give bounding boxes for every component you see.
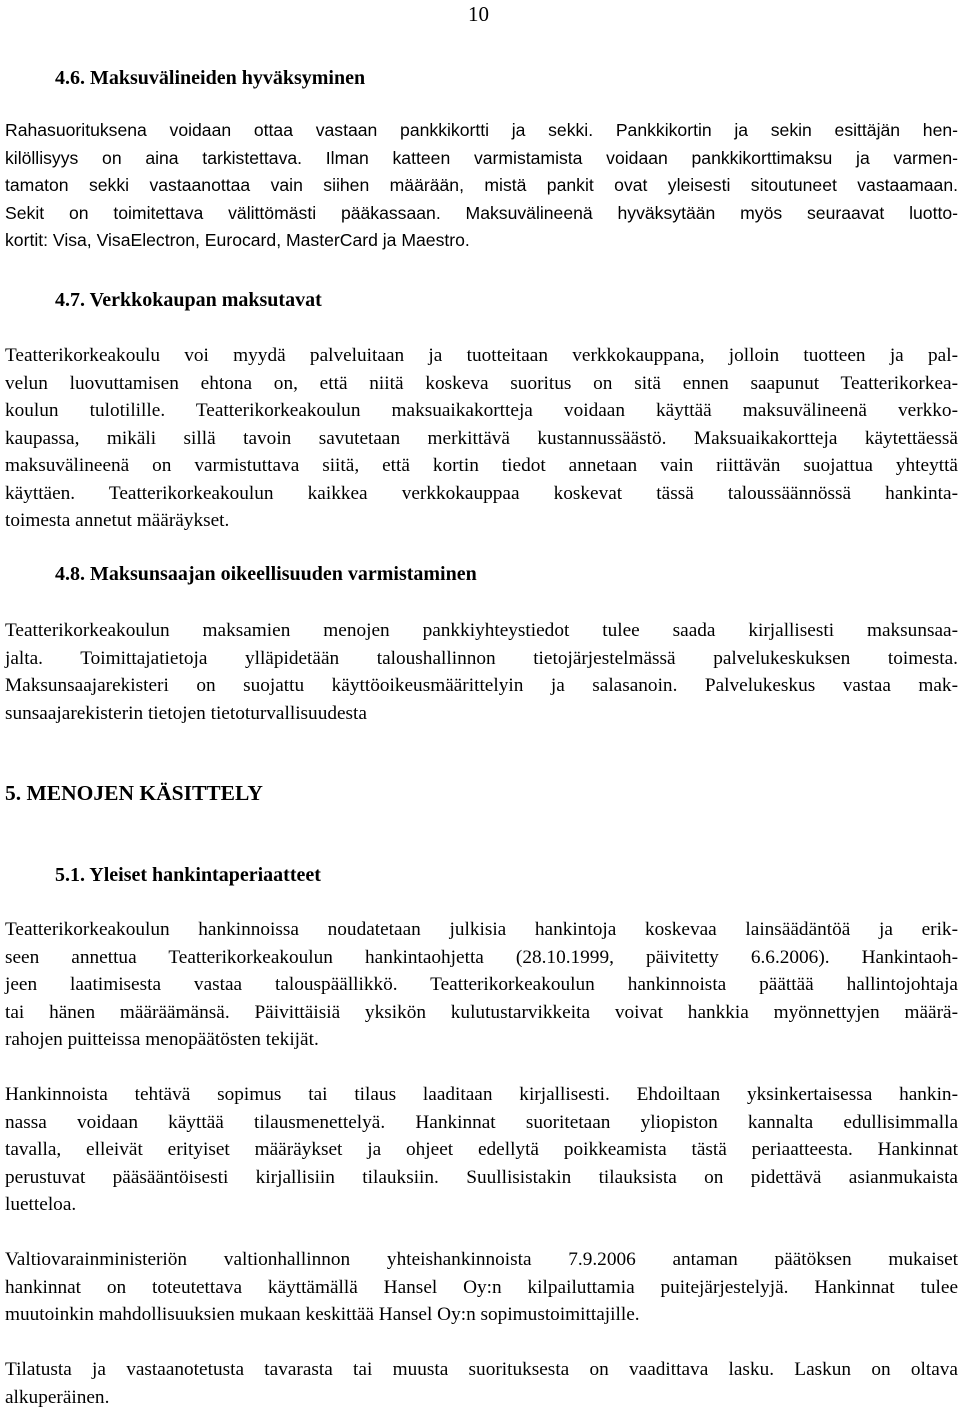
page-number: 10 (468, 2, 489, 27)
text-line: kortit: Visa, VisaElectron, Eurocard, MasterCard ja Maestro. (5, 227, 958, 255)
section-heading-4-7: 4.7. Verkkokaupan maksutavat (55, 289, 322, 312)
text-line: perustuvat pääsääntöisesti kirjallisiin tilauksiin. Suullisistakin tilauksista on pidettävä asianmukaista (5, 1164, 958, 1192)
text-line: rahojen puitteissa menopäätösten tekijät. (5, 1026, 958, 1054)
text-line: Teatterikorkeakoulu voi myydä palveluitaan ja tuotteitaan verkkokauppana, jolloin tuotteen ja pal- (5, 342, 958, 370)
text-line: alkuperäinen. (5, 1384, 958, 1411)
text-line: Valtiovarainministeriön valtionhallinnon yhteishankinnoista 7.9.2006 antaman päätöksen mukaiset (5, 1246, 958, 1274)
text-line: toimesta annetut määräykset. (5, 507, 958, 535)
paragraph-5-1-3 (5, 1246, 958, 1329)
text-line: tai hänen määräämänsä. Päivittäisiä yksikön kulutustarvikkeita voivat hankkia myönnettyjen määrä- (5, 999, 958, 1027)
paragraph-4-7 (5, 342, 958, 535)
text-line: maksuvälineenä on varmistuttava siitä, että kortin tiedot annetaan vain riittävän suojattua yhteyttä (5, 452, 958, 480)
text-line: velun luovuttamisen ehtona on, että niitä koskeva suoritus on sitä ennen saapunut Teatterikorkea- (5, 370, 958, 398)
text-line: Rahasuorituksena voidaan ottaa vastaan pankkikortti ja sekki. Pankkikortin ja sekin esittäjän hen- (5, 117, 958, 145)
text-line: seen annettua Teatterikorkeakoulun hankintaohjetta (28.10.1999, päivitetty 6.6.2006). Hankintaoh- (5, 944, 958, 972)
text-line: muutoinkin mahdollisuuksien mukaan keskittää Hansel Oy:n sopimustoimittajille. (5, 1301, 958, 1329)
text-line: sunsaajarekisterin tietojen tietoturvallisuudesta (5, 700, 958, 728)
text-line: tamaton sekki vastaanottaa vain siihen määrään, mistä pankit ovat yleisesti sitoutuneet vastaamaan. (5, 172, 958, 200)
text-line: käyttäen. Teatterikorkeakoulun kaikkea verkkokauppaa koskevat tässä taloussäännössä hankinta- (5, 480, 958, 508)
paragraph-5-1-4 (5, 1356, 958, 1411)
paragraph-4-6 (5, 117, 958, 255)
paragraph-5-1-1 (5, 916, 958, 1054)
text-line: luetteloa. (5, 1191, 958, 1219)
text-line: Teatterikorkeakoulun hankinnoissa noudatetaan julkisia hankintoja koskevaa lainsäädäntöä ja erik- (5, 916, 958, 944)
text-line: kaupassa, mikäli sillä tavoin savutetaan merkittävä kustannussäästö. Maksuaikakortteja käytettäessä (5, 425, 958, 453)
text-line: nassa voidaan käyttää tilausmenettelyä. Hankinnat suoritetaan yliopiston kannalta edullisimmalla (5, 1109, 958, 1137)
section-heading-4-8: 4.8. Maksunsaajan oikeellisuuden varmistaminen (55, 563, 477, 586)
text-line: hankinnat on toteutettava käyttämällä Hansel Oy:n kilpailuttamia puitejärjestelyjä. Hankinnat tulee (5, 1274, 958, 1302)
paragraph-5-1-2 (5, 1081, 958, 1219)
section-heading-5-1: 5.1. Yleiset hankintaperiaatteet (55, 864, 321, 887)
paragraph-4-8 (5, 617, 958, 727)
text-line: Maksunsaajarekisteri on suojattu käyttöoikeusmäärittelyin ja salasanoin. Palvelukeskus vastaa mak- (5, 672, 958, 700)
section-heading-4-6: 4.6. Maksuvälineiden hyväksyminen (55, 67, 365, 90)
text-line: jeen laatimisesta vastaa talouspäällikkö. Teatterikorkeakoulun hankinnoista päättää hallintojohtaja (5, 971, 958, 999)
chapter-heading-5: 5. MENOJEN KÄSITTELY (5, 781, 263, 806)
text-line: Tilatusta ja vastaanotetusta tavarasta tai muusta suorituksesta on vaadittava lasku. Laskun on oltava (5, 1356, 958, 1384)
text-line: tavalla, elleivät erityiset määräykset ja ohjeet edellytä poikkeamista tästä periaatteesta. Hankinnat (5, 1136, 958, 1164)
text-line: koulun tulotilille. Teatterikorkeakoulun maksuaikakortteja voidaan käyttää maksuvälineenä verkko- (5, 397, 958, 425)
text-line: Sekit on toimitettava välittömästi pääkassaan. Maksuvälineenä hyväksytään myös seuraavat luotto- (5, 200, 958, 228)
text-line: jalta. Toimittajatietoja ylläpidetään taloushallinnon tietojärjestelmässä palvelukeskuksen toimesta. (5, 645, 958, 673)
text-line: kilöllisyys on aina tarkistettava. Ilman katteen varmistamista voidaan pankkikorttimaksu ja varmen- (5, 145, 958, 173)
text-line: Teatterikorkeakoulun maksamien menojen pankkiyhteystiedot tulee saada kirjallisesti maksunsaa- (5, 617, 958, 645)
text-line: Hankinnoista tehtävä sopimus tai tilaus laaditaan kirjallisesti. Ehdoiltaan yksinkertaisessa hankin- (5, 1081, 958, 1109)
